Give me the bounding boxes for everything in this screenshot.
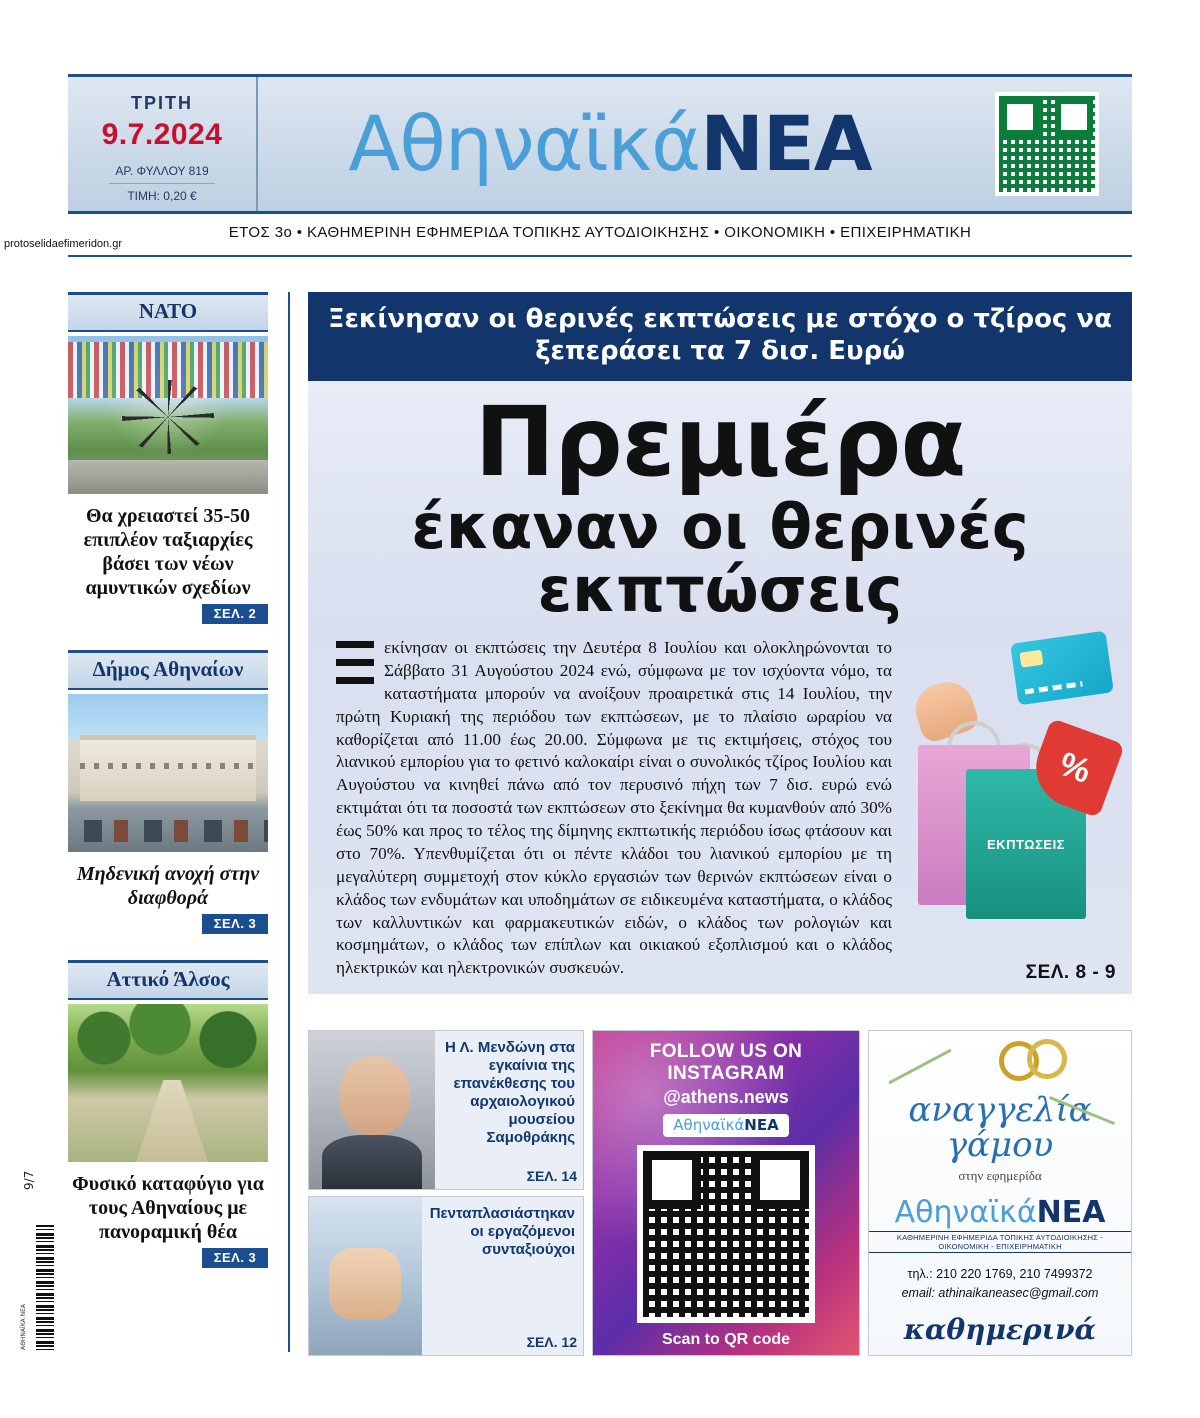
source-url: protoselidaefimeridon.gr bbox=[4, 238, 123, 250]
wedding-subtitle: στην εφημερίδα bbox=[958, 1168, 1042, 1184]
lina-mendoni-portrait bbox=[309, 1031, 435, 1189]
masthead-info bbox=[68, 77, 258, 211]
wedding-logo-strapline: ΚΑΘΗΜΕΡΙΝΗ ΕΦΗΜΕΡΙΔΑ ΤΟΠΙΚΗΣ ΑΥΤΟΔΙΟΙΚΗΣΗΣ - ΟΙΚΟΝΟΜΙΚΗ - ΕΠΙΧΕΙΡΗΜΑΤΙΚΗ bbox=[869, 1231, 1131, 1253]
wedding-email: email: athinaikaneasec@gmail.com bbox=[901, 1286, 1099, 1301]
instagram-promo[interactable] bbox=[592, 1030, 860, 1356]
sidebar bbox=[68, 292, 268, 1294]
main-headline-area bbox=[308, 381, 1132, 627]
wedding-title-line2: γάμου bbox=[946, 1125, 1054, 1165]
instagram-badge-dark: ΝΕΑ bbox=[744, 1116, 779, 1134]
promo-card-pensioners-text-wrap bbox=[422, 1197, 583, 1355]
logo-light-part: Αθηναϊκά bbox=[348, 99, 701, 188]
nato-headquarters-photo bbox=[68, 336, 268, 494]
instagram-follow-label: FOLLOW US ON INSTAGRAM bbox=[649, 1041, 803, 1084]
masthead-logo bbox=[258, 77, 962, 211]
sidebar-item-attiko-alsos[interactable] bbox=[68, 960, 268, 1268]
main-page-reference: ΣΕΛ. 8 - 9 bbox=[1025, 962, 1116, 984]
promo-left-column bbox=[308, 1030, 584, 1356]
sidebar-head-alsos: Αττικό Άλσος bbox=[68, 960, 268, 1000]
teal-shopping-bag: ΕΚΠΤΩΣΕΙΣ bbox=[966, 769, 1086, 919]
instagram-qr-code-icon[interactable] bbox=[637, 1145, 815, 1323]
publication-day: ΤΡΙΤΗ bbox=[131, 93, 193, 113]
promo-card-mendoni[interactable] bbox=[308, 1030, 584, 1190]
main-body-wrap bbox=[308, 627, 1132, 994]
promo-row bbox=[308, 1030, 1132, 1356]
publication-date: 9.7.2024 bbox=[101, 118, 223, 151]
wedding-ad-logo bbox=[869, 1195, 1131, 1231]
column-divider bbox=[288, 292, 290, 1352]
instagram-handle: @athens.news bbox=[663, 1087, 789, 1107]
barcode-caption: ΑΘΗΝΑΪΚΑ ΝΕΑ bbox=[20, 1303, 27, 1350]
issue-number: ΑΡ. ΦΥΛΛΟΥ 819 bbox=[109, 164, 214, 184]
strapline: ΕΤΟΣ 3ο • ΚΑΘΗΜΕΡΙΝΗ ΕΦΗΜΕΡΙΔΑ ΤΟΠΙΚΗΣ ΑΥΤΟΔΙΟΙΚΗΣΗΣ • ΟΙΚΟΝΟΜΙΚΗ • ΕΠΙΧΕΙΡΗΜΑΤΙΚΗ bbox=[68, 224, 1132, 257]
wedding-rings-icon bbox=[999, 1039, 1085, 1085]
main-headline-primary: Πρεμιέρα bbox=[474, 386, 966, 499]
logo-dark-part: ΝΕΑ bbox=[700, 99, 872, 188]
qr-code-icon[interactable] bbox=[995, 92, 1099, 196]
main-kicker: Ξεκίνησαν οι θερινές εκπτώσεις με στόχο ο τζίρος να ξεπεράσει τα 7 δισ. Ευρώ bbox=[308, 292, 1132, 381]
wedding-logo-light: Αθηναϊκά bbox=[894, 1195, 1037, 1231]
barcode-date-label: 9/7 bbox=[22, 1170, 36, 1190]
sidebar-page-alsos: ΣΕΛ. 3 bbox=[202, 1248, 268, 1268]
instagram-brand-badge bbox=[663, 1114, 788, 1137]
masthead bbox=[68, 74, 1132, 214]
promo-card-pensioners-text: Πενταπλασιάστηκαν οι εργαζόμενοι συνταξιούχοι bbox=[429, 1205, 575, 1258]
dropcap-dashes bbox=[336, 641, 376, 695]
promo-card-mendoni-text: Η Λ. Μενδώνη στα εγκαίνια της επανέκθεσης του αρχαιολογικού μουσείου Σαμοθράκης bbox=[445, 1039, 575, 1146]
calculator-hands-photo bbox=[309, 1197, 422, 1355]
wedding-announcement-ad[interactable] bbox=[868, 1030, 1132, 1356]
instagram-scan-label: Scan to QR code bbox=[661, 1331, 791, 1348]
wedding-daily-label: καθημερινά bbox=[903, 1312, 1097, 1346]
promo-card-pensioners[interactable] bbox=[308, 1196, 584, 1356]
sidebar-head-nato: ΝΑΤΟ bbox=[68, 292, 268, 332]
leaf-icon bbox=[888, 1049, 951, 1085]
promo-card-pensioners-page: ΣΕΛ. 12 bbox=[526, 1334, 577, 1351]
instagram-badge-light: Αθηναϊκά bbox=[673, 1116, 745, 1134]
promo-card-mendoni-text-wrap bbox=[435, 1031, 583, 1189]
sidebar-caption-dimos: Μηδενική ανοχή στην διαφθορά bbox=[76, 863, 260, 909]
sidebar-item-dimos-athinaion[interactable] bbox=[68, 650, 268, 934]
credit-card-icon bbox=[1010, 631, 1114, 706]
wedding-title-line1: αναγγελία bbox=[908, 1090, 1092, 1130]
sidebar-item-nato[interactable] bbox=[68, 292, 268, 624]
discount-tag-icon: % bbox=[1025, 718, 1125, 818]
sidebar-head-dimos: Δήμος Αθηναίων bbox=[68, 650, 268, 690]
main-body-text: εκίνησαν οι εκπτώσεις την Δευτέρα 8 Ιουλίου και ολοκληρώνονται το Σάββατο 31 Αυγούστου 2024 ενώ, σύμφωνα με τον ισχύοντα νόμο, τα καταστήματα μπορούν να ανοίξουν προαιρετικά στις 14 Ιουλίου, την πρώτη Κυριακή της περιόδου των εκπτώσεων, με το πλαίσιο ωραρίου να καθορίζεται από 11.00 έως 20.00. Σύμφωνα με τις εκτιμήσεις, στόχος του λιανικού εμπορίου για το φετινό καλοκαίρι είναι ο συνολικός τζίρος Ιουλίου και Αυγούστου να κινηθεί πάνω από τον περυσινό πήχη των 7 δισ. ευρώ ενώ εκτιμάται ότι τα ποσοστά των εκπτώσεων στο ξεκίνημα θα κυμανθούν από 30% έως 50% και προς το τέλος της δίμηνης εκπτωτικής περιόδου ίσως φτάσουν και στο 70%. Υπενθυμίζεται ότι οι πέντε κλάδοι του λιανικού εμπορίου με τη μεγαλύτερη συμμετοχή στον κύκλο εργασιών των θερινών εκπτώσεων είναι ο κλάδος των ενδυμάτων και υποδημάτων σε ειδικευμένα καταστήματα, ο κλάδος των καλλυντικών και φαρμακευτικών ειδών, ο κλάδος των ρολογιών και κοσμημάτων, ο κλάδος των επίπλων και οικιακού εξοπλισμού και ο κλάδος ηλεκτρικών και ηλεκτρονικών συσκευών. bbox=[336, 638, 892, 978]
sidebar-caption-alsos: Φυσικό καταφύγιο για τους Αθηναίους με πανοραμική θέα bbox=[72, 1173, 264, 1243]
shopping-bags-illustration bbox=[902, 637, 1114, 967]
attiko-alsos-park-photo bbox=[68, 1004, 268, 1162]
main-story bbox=[308, 292, 1132, 994]
barcode bbox=[20, 1170, 56, 1350]
sidebar-page-dimos: ΣΕΛ. 3 bbox=[202, 914, 268, 934]
masthead-qr-wrap bbox=[962, 77, 1132, 211]
athens-city-hall-photo bbox=[68, 694, 268, 852]
main-headline-secondary: έκαναν οι θερινές εκπτώσεις bbox=[411, 489, 1029, 626]
sidebar-caption-nato: Θα χρειαστεί 35-50 επιπλέον ταξιαρχίες βάσει των νέων αμυντικών σχεδίων bbox=[83, 505, 253, 599]
sidebar-page-nato: ΣΕΛ. 2 bbox=[202, 604, 268, 624]
promo-card-mendoni-page: ΣΕΛ. 14 bbox=[526, 1168, 577, 1185]
wedding-contact bbox=[869, 1265, 1131, 1303]
wedding-logo-dark: ΝΕΑ bbox=[1036, 1195, 1106, 1231]
wedding-phone: τηλ.: 210 220 1769, 210 7499372 bbox=[907, 1267, 1093, 1282]
barcode-bars bbox=[36, 1225, 54, 1350]
price-label: ΤΙΜΗ: 0,20 € bbox=[127, 189, 197, 203]
